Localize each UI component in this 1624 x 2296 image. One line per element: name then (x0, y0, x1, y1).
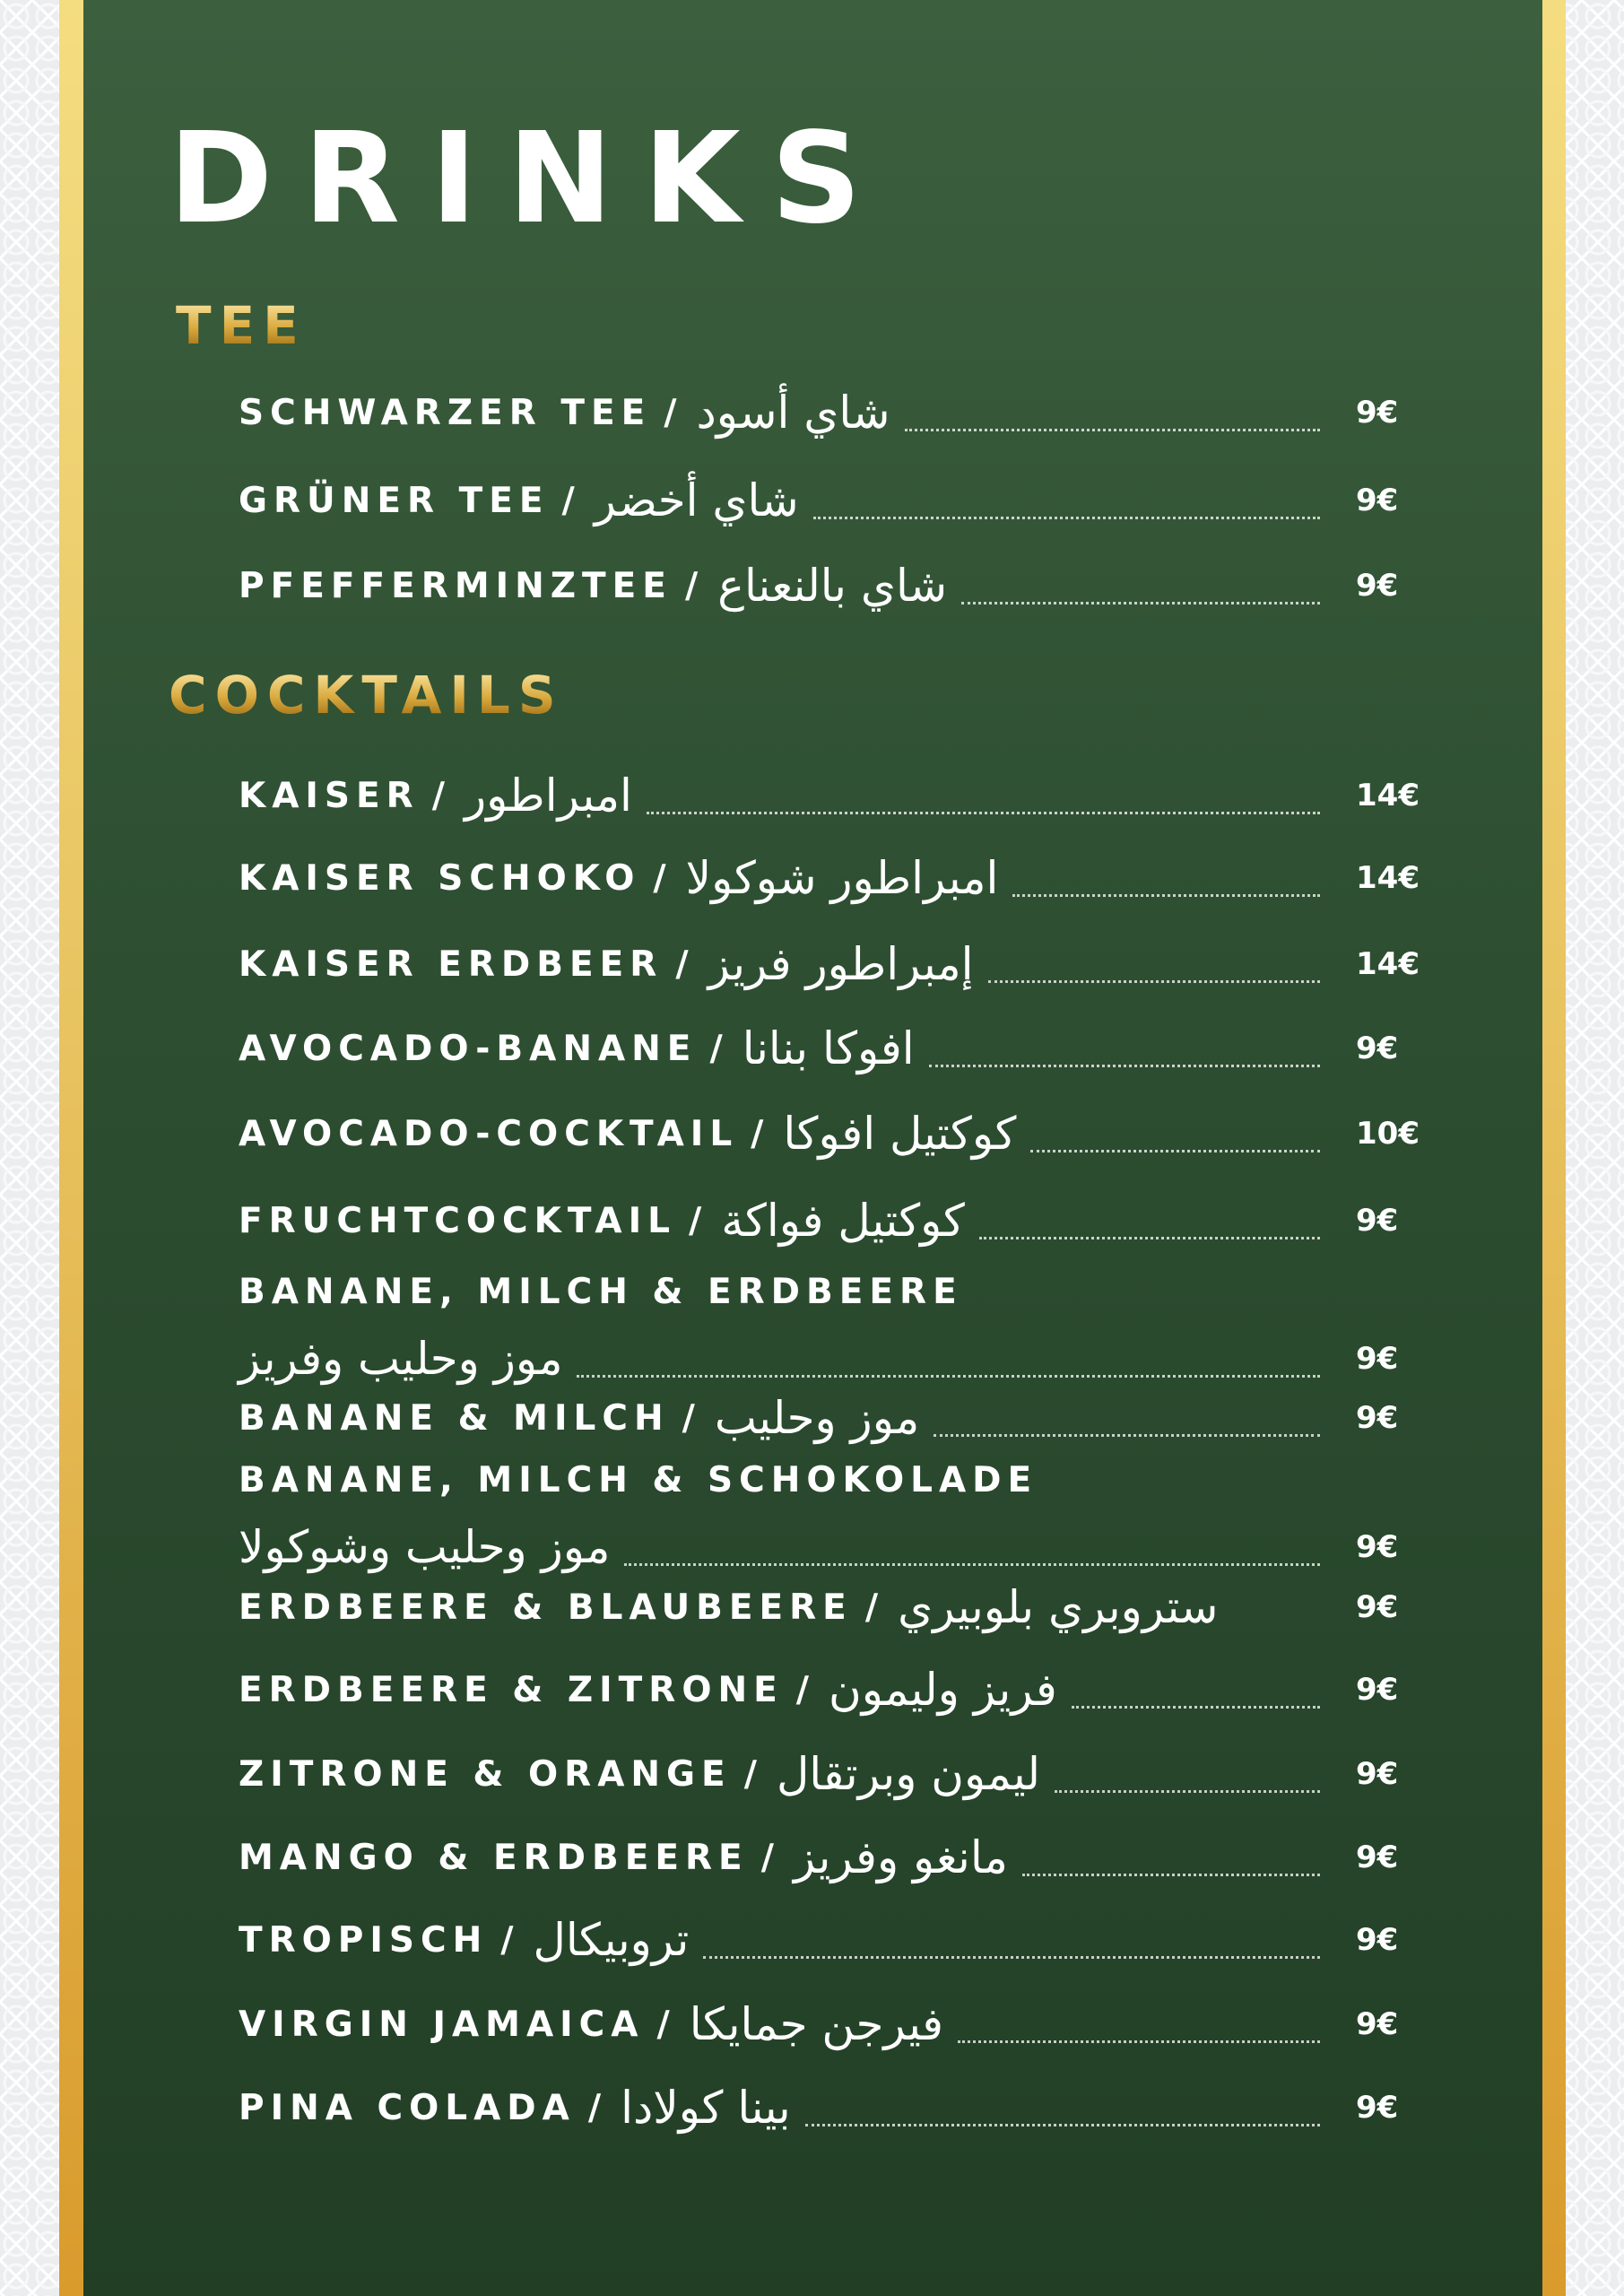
separator: / (760, 1837, 774, 1878)
dot-leader (905, 429, 1320, 431)
dot-leader (961, 602, 1320, 604)
menu-title: DRINKS (169, 106, 892, 252)
separator: / (795, 1669, 809, 1710)
separator: / (751, 1113, 764, 1154)
dot-leader (1232, 1623, 1320, 1626)
separator: / (688, 1200, 702, 1241)
item-name-arabic: موز وحليب (714, 1392, 920, 1444)
item-name: ERDBEERE & ZITRONE (239, 1669, 784, 1710)
menu-item (239, 847, 1424, 909)
item-price: 9€ (1356, 1031, 1399, 1066)
item-price: 10€ (1356, 1116, 1420, 1152)
item-detail-row (239, 1327, 1424, 1390)
dot-leader (1072, 1706, 1320, 1709)
menu-item (239, 1993, 1424, 2056)
item-price: 9€ (1356, 1672, 1399, 1708)
menu-item (239, 1453, 1424, 1578)
item-name-arabic: فريز وليمون (829, 1664, 1057, 1716)
separator: / (656, 2004, 670, 2045)
dot-leader (958, 2040, 1320, 2043)
item-price: 9€ (1356, 1529, 1399, 1565)
item-price: 9€ (1356, 568, 1399, 604)
menu-item (239, 1387, 1424, 1449)
dot-leader (1022, 1874, 1320, 1876)
item-name-arabic: فيرجن جمايكا (689, 1998, 943, 2050)
item-name: BANANE & MILCH (239, 1397, 670, 1439)
separator: / (500, 1919, 514, 1961)
item-price: 9€ (1356, 1589, 1399, 1625)
item-price: 9€ (1356, 1400, 1399, 1436)
item-name: VIRGIN JAMAICA (239, 2004, 645, 2045)
item-name-arabic: موز وحليب وفريز (239, 1333, 563, 1385)
menu-item (239, 1189, 1424, 1252)
menu-item (239, 1826, 1424, 1889)
item-price: 9€ (1356, 1756, 1399, 1792)
menu-item (239, 469, 1424, 532)
item-name: KAISER (239, 775, 420, 816)
dot-leader (647, 812, 1320, 814)
item-price: 14€ (1356, 946, 1420, 982)
item-name-arabic: شاي أخضر (594, 474, 799, 526)
menu-item (239, 2076, 1424, 2139)
dot-leader (805, 2124, 1320, 2126)
menu-item (239, 764, 1424, 827)
item-name-arabic: إمبراطور فريز (708, 938, 974, 990)
item-name-arabic: ستروبري بلوبيري (898, 1581, 1219, 1633)
item-price: 9€ (1356, 395, 1399, 430)
menu-item (239, 1658, 1424, 1721)
item-name: TROPISCH (239, 1919, 489, 1961)
item-name: AVOCADO-COCKTAIL (239, 1113, 739, 1154)
item-name: KAISER SCHOKO (239, 857, 641, 899)
item-detail-row (239, 1516, 1424, 1578)
item-name: PFEFFERMINZTEE (239, 565, 673, 606)
separator: / (709, 1028, 723, 1069)
item-name-arabic: امبراطور شوكولا (685, 852, 999, 904)
item-name: GRÜNER TEE (239, 480, 550, 521)
separator: / (743, 1753, 757, 1795)
separator: / (587, 2087, 602, 2128)
item-name: FRUCHTCOCKTAIL (239, 1200, 676, 1241)
item-name-arabic: موز وحليب وشوكولا (239, 1521, 611, 1573)
item-name: ZITRONE & ORANGE (239, 1753, 732, 1795)
dot-leader (988, 980, 1321, 983)
item-name-arabic: تروبيكال (533, 1914, 690, 1966)
item-price: 9€ (1356, 1341, 1399, 1377)
separator: / (653, 857, 666, 899)
item-price: 14€ (1356, 778, 1420, 813)
dot-leader (1055, 1790, 1320, 1793)
item-name-arabic: بينا كولادا (621, 2082, 791, 2134)
menu-item (239, 933, 1424, 996)
item-name: ERDBEERE & BLAUBEERE (239, 1587, 853, 1628)
item-name-arabic: كوكتيل فواكة (721, 1195, 965, 1247)
item-name-arabic: مانغو وفريز (793, 1831, 1008, 1883)
item-price: 9€ (1356, 1203, 1399, 1239)
separator: / (684, 565, 699, 606)
item-name-arabic: افوكا بنانا (742, 1022, 915, 1074)
dot-leader (813, 517, 1320, 519)
separator: / (561, 480, 575, 521)
dot-leader (624, 1563, 1320, 1566)
dot-leader (703, 1956, 1320, 1959)
menu-item (239, 1102, 1424, 1165)
separator: / (682, 1397, 695, 1439)
item-name-arabic: ليمون وبرتقال (776, 1748, 1041, 1800)
item-name: BANANE, MILCH & SCHOKOLADE (239, 1459, 1038, 1500)
section-heading-cocktails: COCKTAILS (169, 665, 564, 726)
dot-leader (1030, 1150, 1320, 1152)
menu-item (239, 1576, 1424, 1639)
menu-item (239, 1909, 1424, 1971)
item-price: 9€ (1356, 2006, 1399, 2042)
separator: / (431, 775, 445, 816)
item-name-row (239, 1453, 1424, 1507)
item-name: MANGO & ERDBEERE (239, 1837, 749, 1878)
section-heading-tee: TEE (176, 295, 307, 356)
item-price: 9€ (1356, 1839, 1399, 1875)
menu-item (239, 554, 1424, 617)
item-price: 9€ (1356, 2090, 1399, 2126)
dot-leader (929, 1065, 1320, 1067)
item-name-arabic: شاي بالنعناع (717, 560, 948, 612)
item-name: PINA COLADA (239, 2087, 576, 2128)
menu-item (239, 381, 1424, 444)
menu-item (239, 1017, 1424, 1080)
item-name: SCHWARZER TEE (239, 392, 652, 433)
separator: / (664, 392, 677, 433)
item-name: BANANE, MILCH & ERDBEERE (239, 1271, 963, 1312)
menu-item (239, 1265, 1424, 1390)
dot-leader (934, 1434, 1320, 1437)
item-name-arabic: امبراطور (464, 770, 632, 822)
item-name: AVOCADO-BANANE (239, 1028, 698, 1069)
item-name-arabic: كوكتيل افوكا (783, 1108, 1017, 1160)
separator: / (864, 1587, 879, 1628)
item-price: 9€ (1356, 483, 1399, 518)
item-price: 9€ (1356, 1922, 1399, 1958)
item-price: 14€ (1356, 860, 1420, 896)
item-name: KAISER ERDBEER (239, 944, 664, 985)
separator: / (675, 944, 689, 985)
menu-item (239, 1743, 1424, 1805)
dot-leader (577, 1375, 1320, 1378)
item-name-arabic: شاي أسود (696, 387, 890, 439)
item-name-row (239, 1265, 1424, 1318)
dot-leader (1012, 894, 1320, 897)
dot-leader (979, 1237, 1320, 1239)
